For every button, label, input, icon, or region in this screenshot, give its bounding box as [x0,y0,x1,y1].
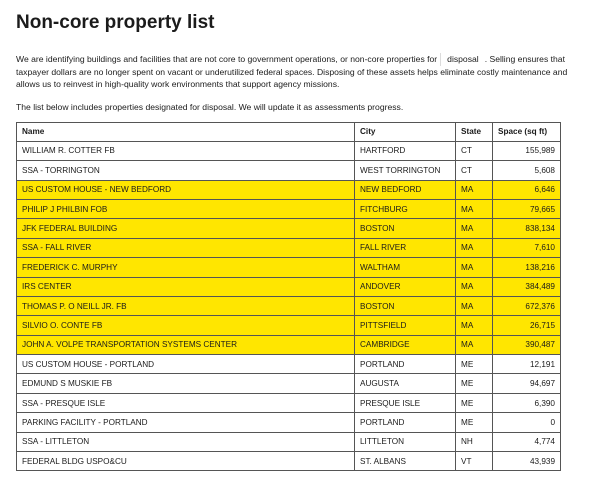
table-row [17,296,561,315]
disposal-link[interactable]: disposal [440,53,485,66]
cell-space: 384,489 [493,277,561,296]
cell-city: ANDOVER [355,277,456,296]
cell-state: MA [456,238,493,257]
cell-space: 12,191 [493,355,561,374]
cell-name: SSA - LITTLETON [17,432,355,451]
table-row [17,374,561,393]
table-row [17,413,561,432]
column-header-space: Space (sq ft) [493,122,561,141]
table-row [17,141,561,160]
cell-space: 43,939 [493,452,561,471]
cell-space: 672,376 [493,296,561,315]
cell-space: 138,216 [493,258,561,277]
cell-space: 155,989 [493,141,561,160]
table-row [17,393,561,412]
cell-name: FEDERAL BLDG USPO&CU [17,452,355,471]
intro-paragraph [16,53,576,91]
cell-name: PHILIP J PHILBIN FOB [17,199,355,218]
cell-city: PITTSFIELD [355,316,456,335]
cell-state: CT [456,141,493,160]
cell-state: MA [456,219,493,238]
cell-space: 79,665 [493,199,561,218]
cell-space: 390,487 [493,335,561,354]
cell-name: EDMUND S MUSKIE FB [17,374,355,393]
cell-state: VT [456,452,493,471]
table-row [17,180,561,199]
cell-state: MA [456,199,493,218]
cell-name: JOHN A. VOLPE TRANSPORTATION SYSTEMS CENTER [17,335,355,354]
cell-name: PARKING FACILITY - PORTLAND [17,413,355,432]
cell-state: MA [456,277,493,296]
cell-name: WILLIAM R. COTTER FB [17,141,355,160]
property-table [16,122,561,472]
cell-space: 838,134 [493,219,561,238]
cell-name: JFK FEDERAL BUILDING [17,219,355,238]
cell-city: PORTLAND [355,355,456,374]
cell-name: SILVIO O. CONTE FB [17,316,355,335]
list-note: The list below includes properties designated for disposal. We will update it as assessments progress. [16,101,404,112]
cell-city: PORTLAND [355,413,456,432]
cell-state: MA [456,335,493,354]
cell-city: BOSTON [355,296,456,315]
cell-city: CAMBRIDGE [355,335,456,354]
cell-state: CT [456,161,493,180]
cell-space: 94,697 [493,374,561,393]
cell-city: PRESQUE ISLE [355,393,456,412]
cell-name: SSA - FALL RIVER [17,238,355,257]
cell-city: AUGUSTA [355,374,456,393]
intro-text-start: We are identifying buildings and facilities that are not core to government operations, or non-core properties for [16,54,438,64]
cell-state: ME [456,413,493,432]
cell-space: 0 [493,413,561,432]
cell-state: MA [456,180,493,199]
table-row [17,432,561,451]
cell-state: MA [456,316,493,335]
cell-state: ME [456,393,493,412]
cell-name: US CUSTOM HOUSE - NEW BEDFORD [17,180,355,199]
cell-state: ME [456,374,493,393]
cell-city: FALL RIVER [355,238,456,257]
cell-state: MA [456,258,493,277]
page-title: Non-core property list [16,12,215,33]
table-row [17,199,561,218]
cell-city: ST. ALBANS [355,452,456,471]
table-row [17,277,561,296]
table-header-row [17,122,561,141]
table-row [17,258,561,277]
table-row [17,355,561,374]
cell-space: 4,774 [493,432,561,451]
cell-name: IRS CENTER [17,277,355,296]
cell-state: NH [456,432,493,451]
table-row [17,335,561,354]
cell-space: 26,715 [493,316,561,335]
cell-state: MA [456,296,493,315]
cell-name: THOMAS P. O NEILL JR. FB [17,296,355,315]
cell-city: FITCHBURG [355,199,456,218]
cell-city: WEST TORRINGTON [355,161,456,180]
cell-name: US CUSTOM HOUSE - PORTLAND [17,355,355,374]
table-row [17,452,561,471]
cell-name: SSA - TORRINGTON [17,161,355,180]
cell-city: WALTHAM [355,258,456,277]
cell-space: 5,608 [493,161,561,180]
intro-text-end: . Selling ensures that taxpayer dollars are no longer spent on vacant or underutilized federal spaces. Disposing of these assets helps eliminate costly maintenance and allows us to reinvest in high-quality work environments that support agency missions. [16,54,568,90]
table-row [17,316,561,335]
cell-state: ME [456,355,493,374]
cell-name: SSA - PRESQUE ISLE [17,393,355,412]
column-header-state: State [456,122,493,141]
cell-city: NEW BEDFORD [355,180,456,199]
table-row [17,161,561,180]
cell-city: BOSTON [355,219,456,238]
cell-city: LITTLETON [355,432,456,451]
cell-space: 6,646 [493,180,561,199]
cell-name: FREDERICK C. MURPHY [17,258,355,277]
column-header-city: City [355,122,456,141]
table-row [17,238,561,257]
column-header-name: Name [17,122,355,141]
cell-space: 6,390 [493,393,561,412]
table-row [17,219,561,238]
cell-city: HARTFORD [355,141,456,160]
cell-space: 7,610 [493,238,561,257]
